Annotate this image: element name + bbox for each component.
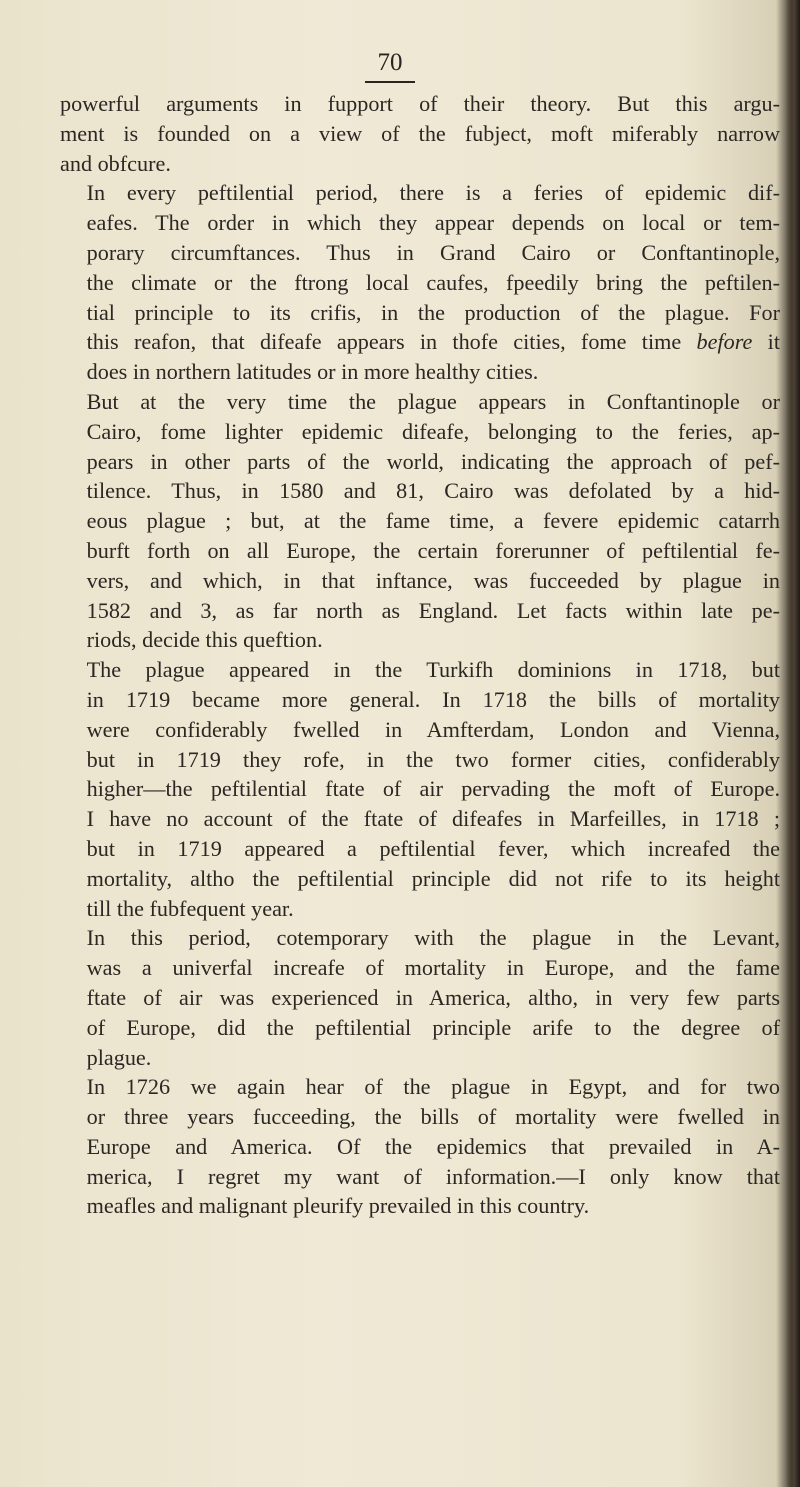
text-line: 1582 and 3, as far north as England. Let facts within late pe- <box>86 597 780 623</box>
text-line: mortality, altho the peftilential principle did not rife to its height <box>86 865 780 891</box>
text-line: till the fubfequent year. <box>86 895 294 921</box>
text-line: the climate or the ftrong local caufes, fpeedily bring the peftilen- <box>86 269 780 295</box>
paragraph <box>60 89 780 178</box>
text-line: plague. <box>86 1044 152 1070</box>
text-line: I have no account of the ftate of difeafes in Marfeilles, in 1718 ; <box>86 806 780 832</box>
text-line: tilence. Thus, in 1580 and 81, Cairo was defolated by a hid- <box>86 478 780 504</box>
text-line: this reafon, that difeafe appears in thofe cities, fome time before it <box>86 329 780 355</box>
emphasis: before <box>696 329 753 355</box>
text-line: In this period, cotemporary with the plague in the Levant, <box>86 925 780 951</box>
text-line: eafes. The order in which they appear depends on local or tem- <box>86 210 780 236</box>
text-line: Europe and America. Of the epidemics that prevailed in A- <box>86 1133 780 1159</box>
text-line: and obfcure. <box>60 150 171 176</box>
text-line: In 1726 we again hear of the plague in Egypt, and for two <box>86 1074 780 1100</box>
page-edge-shadow <box>786 0 800 1487</box>
text-line: was a univerfal increafe of mortality in Europe, and the fame <box>86 955 780 981</box>
text-line: were confiderably fwelled in Amfterdam, London and Vienna, <box>86 716 780 742</box>
paragraph <box>60 1072 780 1221</box>
text-line: The plague appeared in the Turkifh dominions in 1718, but <box>86 657 780 683</box>
text-line: or three years fucceeding, the bills of mortality were fwelled in <box>86 1104 780 1130</box>
text-line: does in northern latitudes or in more healthy cities. <box>86 359 539 385</box>
text-line: in 1719 became more general. In 1718 the bills of mortality <box>86 686 780 712</box>
text-line: vers, and which, in that inftance, was fucceeded by plague in <box>86 567 780 593</box>
text-line: In every peftilential period, there is a feries of epidemic dif- <box>86 180 780 206</box>
text-line: but in 1719 appeared a peftilential fever, which increafed the <box>86 835 780 861</box>
text-line: ment is founded on a view of the fubject, moft miferably narrow <box>60 120 780 146</box>
text-line: but in 1719 they rofe, in the two former cities, confiderably <box>86 746 780 772</box>
text-line: Cairo, fome lighter epidemic difeafe, belonging to the feries, ap- <box>86 418 780 444</box>
paragraph <box>60 923 780 1072</box>
paragraph <box>60 655 780 923</box>
text-line: ftate of air was experienced in America, altho, in very few parts <box>86 984 780 1010</box>
paragraph <box>60 387 780 655</box>
page-number-rule <box>365 81 415 83</box>
text-line: burft forth on all Europe, the certain forerunner of peftilential fe- <box>86 537 780 563</box>
body-text <box>60 89 780 1221</box>
page-number: 70 <box>377 49 403 76</box>
text-line: of Europe, did the peftilential principle arife to the degree of <box>86 1014 780 1040</box>
text-line: pears in other parts of the world, indicating the approach of pef- <box>86 448 780 474</box>
text-line: powerful arguments in fupport of their theory. But this argu- <box>60 91 780 116</box>
text-line: tial principle to its crifis, in the production of the plague. For <box>86 299 780 325</box>
text-line: merica, I regret my want of information.—I only know that <box>86 1163 780 1189</box>
text-line: porary circumftances. Thus in Grand Cairo or Conftantinople, <box>86 239 780 265</box>
text-line: riods, decide this queftion. <box>86 627 323 653</box>
text-line: higher—the peftilential ftate of air pervading the moft of Europe. <box>86 776 780 802</box>
text-line: But at the very time the plague appears in Conftantinople or <box>86 388 780 414</box>
text-line: meafles and malignant pleurify prevailed in this country. <box>86 1193 590 1219</box>
paragraph <box>60 178 780 387</box>
text-line: eous plague ; but, at the fame time, a fevere epidemic catarrh <box>86 508 780 534</box>
